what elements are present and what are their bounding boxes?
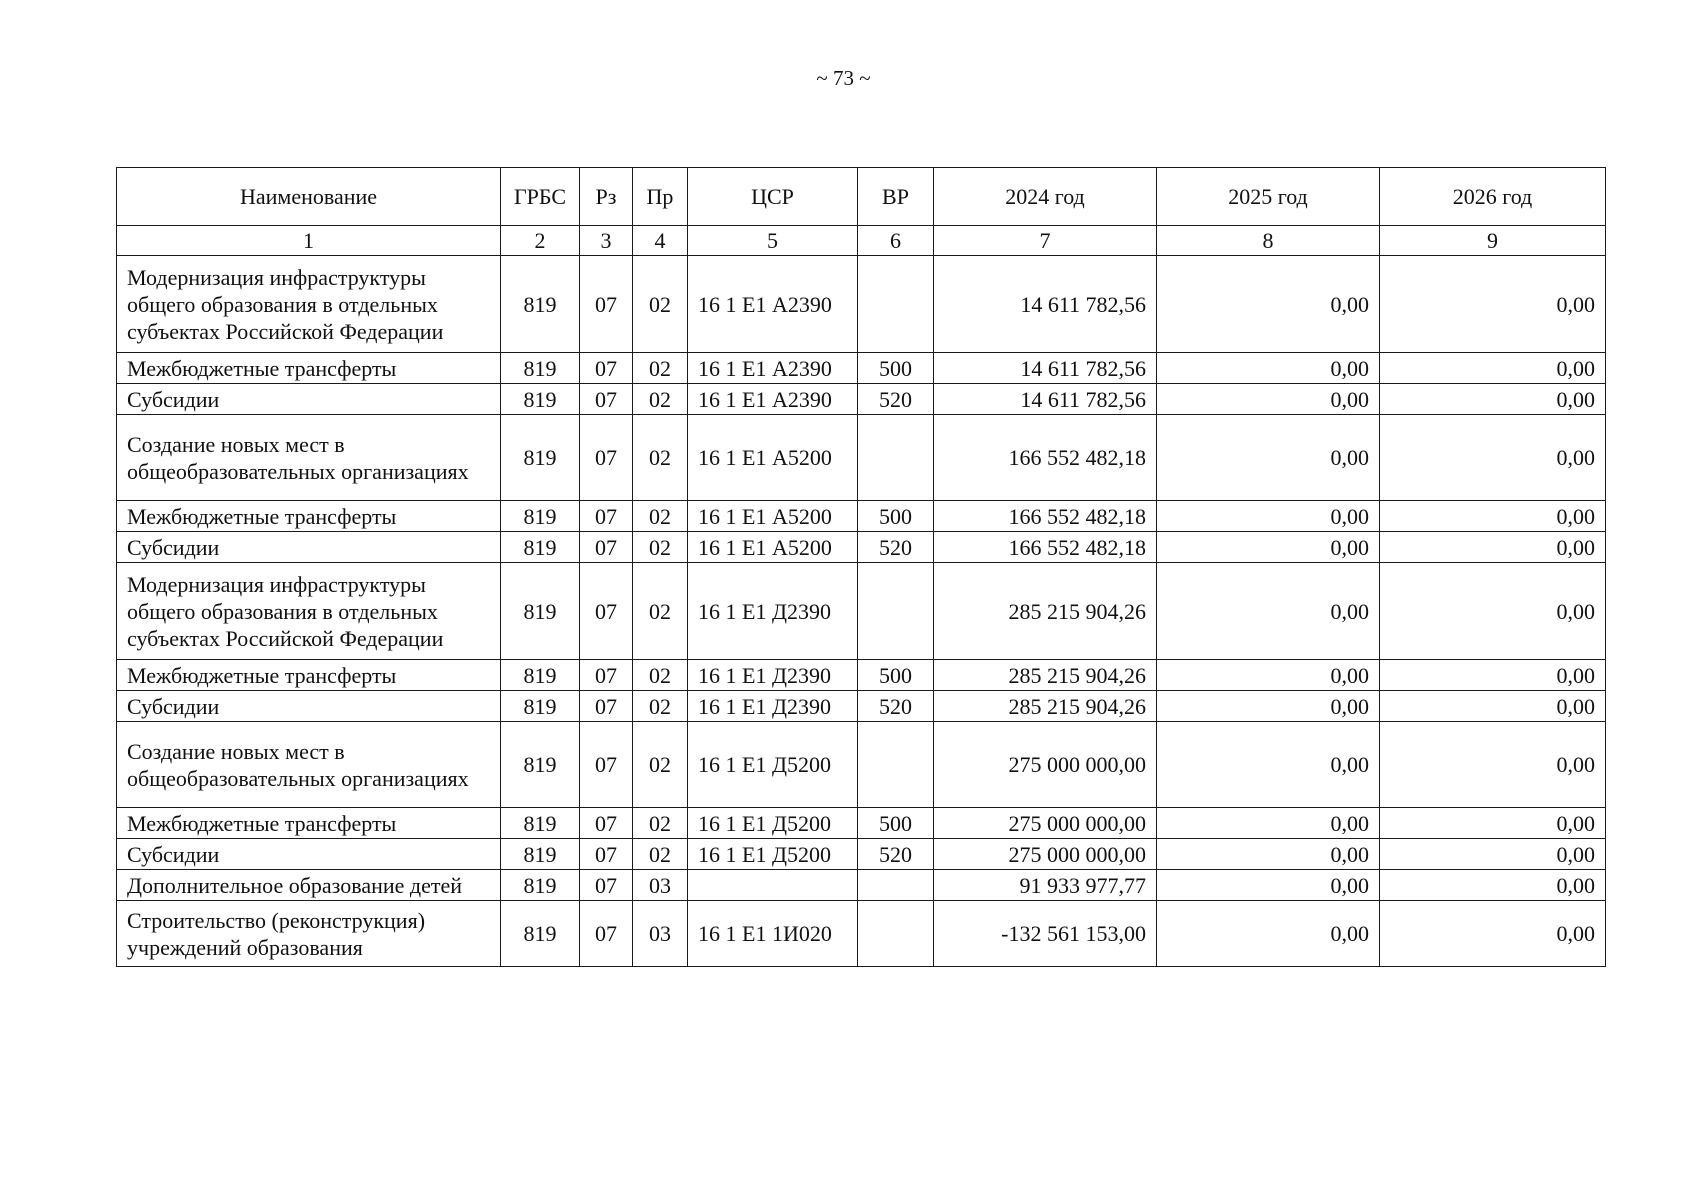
row-2026: 0,00 — [1380, 256, 1606, 353]
row-2024: 14 611 782,56 — [934, 353, 1157, 384]
column-number: 9 — [1380, 226, 1606, 256]
header-name: Наименование — [117, 168, 501, 226]
row-2024: 14 611 782,56 — [934, 384, 1157, 415]
row-csr: 16 1 Е1 Д5200 — [688, 839, 858, 870]
row-rz: 07 — [580, 501, 633, 532]
row-vr — [858, 722, 934, 808]
row-name: Межбюджетные трансферты — [117, 501, 501, 532]
row-rz: 07 — [580, 660, 633, 691]
row-2025: 0,00 — [1157, 808, 1380, 839]
row-vr: 500 — [858, 660, 934, 691]
column-number: 7 — [934, 226, 1157, 256]
row-csr: 16 1 Е1 Д5200 — [688, 808, 858, 839]
row-2026: 0,00 — [1380, 901, 1606, 967]
header-2025: 2025 год — [1157, 168, 1380, 226]
row-2025: 0,00 — [1157, 901, 1380, 967]
row-2026: 0,00 — [1380, 501, 1606, 532]
row-rz: 07 — [580, 415, 633, 501]
row-2025: 0,00 — [1157, 870, 1380, 901]
row-pr: 02 — [633, 256, 688, 353]
row-2025: 0,00 — [1157, 256, 1380, 353]
row-pr: 02 — [633, 839, 688, 870]
row-pr: 02 — [633, 808, 688, 839]
row-vr — [858, 901, 934, 967]
row-2024: 275 000 000,00 — [934, 722, 1157, 808]
row-rz: 07 — [580, 901, 633, 967]
row-name: Строительство (реконструкция) учреждений образования — [117, 901, 501, 967]
row-rz: 07 — [580, 839, 633, 870]
table-row — [117, 660, 1606, 691]
row-name: Субсидии — [117, 839, 501, 870]
row-name: Модернизация инфраструктуры общего образования в отдельных субъектах Российской Федерации — [117, 563, 501, 660]
table-row — [117, 256, 1606, 353]
row-grbs: 819 — [501, 808, 580, 839]
row-csr: 16 1 Е1 А5200 — [688, 415, 858, 501]
row-pr: 02 — [633, 563, 688, 660]
column-number: 4 — [633, 226, 688, 256]
row-csr: 16 1 Е1 А2390 — [688, 353, 858, 384]
row-vr — [858, 563, 934, 660]
header-csr: ЦСР — [688, 168, 858, 226]
row-2025: 0,00 — [1157, 415, 1380, 501]
row-rz: 07 — [580, 256, 633, 353]
row-2024: 166 552 482,18 — [934, 532, 1157, 563]
row-2026: 0,00 — [1380, 415, 1606, 501]
row-2024: -132 561 153,00 — [934, 901, 1157, 967]
table-row — [117, 415, 1606, 501]
row-csr: 16 1 Е1 А5200 — [688, 501, 858, 532]
row-grbs: 819 — [501, 839, 580, 870]
row-2025: 0,00 — [1157, 722, 1380, 808]
column-number: 6 — [858, 226, 934, 256]
row-grbs: 819 — [501, 660, 580, 691]
table-row — [117, 808, 1606, 839]
table-row — [117, 563, 1606, 660]
row-rz: 07 — [580, 870, 633, 901]
row-csr: 16 1 Е1 Д2390 — [688, 691, 858, 722]
row-grbs: 819 — [501, 501, 580, 532]
row-2025: 0,00 — [1157, 501, 1380, 532]
row-2024: 285 215 904,26 — [934, 660, 1157, 691]
row-csr: 16 1 Е1 Д2390 — [688, 563, 858, 660]
row-grbs: 819 — [501, 563, 580, 660]
row-vr: 520 — [858, 384, 934, 415]
row-name: Субсидии — [117, 691, 501, 722]
row-2026: 0,00 — [1380, 839, 1606, 870]
row-name: Создание новых мест в общеобразовательных организациях — [117, 722, 501, 808]
row-name: Субсидии — [117, 384, 501, 415]
row-rz: 07 — [580, 532, 633, 563]
row-2026: 0,00 — [1380, 660, 1606, 691]
row-vr — [858, 415, 934, 501]
row-2025: 0,00 — [1157, 839, 1380, 870]
table-row — [117, 353, 1606, 384]
table-row — [117, 691, 1606, 722]
budget-table — [116, 167, 1606, 967]
row-name: Модернизация инфраструктуры общего образования в отдельных субъектах Российской Федерации — [117, 256, 501, 353]
row-grbs: 819 — [501, 384, 580, 415]
row-vr: 500 — [858, 808, 934, 839]
row-2024: 14 611 782,56 — [934, 256, 1157, 353]
row-vr: 500 — [858, 353, 934, 384]
row-2025: 0,00 — [1157, 384, 1380, 415]
row-2026: 0,00 — [1380, 808, 1606, 839]
row-2025: 0,00 — [1157, 532, 1380, 563]
column-number: 1 — [117, 226, 501, 256]
row-pr: 02 — [633, 660, 688, 691]
row-2026: 0,00 — [1380, 722, 1606, 808]
row-2025: 0,00 — [1157, 353, 1380, 384]
column-number: 2 — [501, 226, 580, 256]
row-csr: 16 1 Е1 1И020 — [688, 901, 858, 967]
row-pr: 02 — [633, 532, 688, 563]
header-rz: Рз — [580, 168, 633, 226]
table-row — [117, 839, 1606, 870]
row-vr: 500 — [858, 501, 934, 532]
row-2026: 0,00 — [1380, 384, 1606, 415]
row-2026: 0,00 — [1380, 532, 1606, 563]
row-vr — [858, 870, 934, 901]
row-rz: 07 — [580, 384, 633, 415]
row-name: Межбюджетные трансферты — [117, 808, 501, 839]
row-csr: 16 1 Е1 А2390 — [688, 384, 858, 415]
row-2026: 0,00 — [1380, 353, 1606, 384]
row-2025: 0,00 — [1157, 691, 1380, 722]
row-grbs: 819 — [501, 870, 580, 901]
row-2024: 285 215 904,26 — [934, 563, 1157, 660]
row-2024: 275 000 000,00 — [934, 808, 1157, 839]
page-number: ~ 73 ~ — [816, 66, 871, 90]
row-vr: 520 — [858, 532, 934, 563]
row-rz: 07 — [580, 353, 633, 384]
header-grbs: ГРБС — [501, 168, 580, 226]
table-row — [117, 532, 1606, 563]
header-2024: 2024 год — [934, 168, 1157, 226]
table-row — [117, 722, 1606, 808]
column-number: 5 — [688, 226, 858, 256]
row-pr: 02 — [633, 722, 688, 808]
row-vr — [858, 256, 934, 353]
row-csr: 16 1 Е1 Д5200 — [688, 722, 858, 808]
row-2025: 0,00 — [1157, 660, 1380, 691]
row-pr: 02 — [633, 353, 688, 384]
row-pr: 03 — [633, 870, 688, 901]
row-name: Межбюджетные трансферты — [117, 660, 501, 691]
header-pr: Пр — [633, 168, 688, 226]
table-row — [117, 384, 1606, 415]
column-number: 3 — [580, 226, 633, 256]
column-number-row — [117, 226, 1606, 256]
row-name: Межбюджетные трансферты — [117, 353, 501, 384]
row-grbs: 819 — [501, 722, 580, 808]
row-2026: 0,00 — [1380, 563, 1606, 660]
row-pr: 02 — [633, 415, 688, 501]
row-grbs: 819 — [501, 353, 580, 384]
row-rz: 07 — [580, 691, 633, 722]
row-rz: 07 — [580, 808, 633, 839]
row-grbs: 819 — [501, 415, 580, 501]
row-grbs: 819 — [501, 256, 580, 353]
row-pr: 02 — [633, 501, 688, 532]
row-2024: 285 215 904,26 — [934, 691, 1157, 722]
row-name: Дополнительное образование детей — [117, 870, 501, 901]
row-grbs: 819 — [501, 691, 580, 722]
row-pr: 02 — [633, 691, 688, 722]
column-number: 8 — [1157, 226, 1380, 256]
row-name: Создание новых мест в общеобразовательных организациях — [117, 415, 501, 501]
row-2025: 0,00 — [1157, 563, 1380, 660]
row-name: Субсидии — [117, 532, 501, 563]
row-vr: 520 — [858, 691, 934, 722]
table-row — [117, 901, 1606, 967]
row-pr: 03 — [633, 901, 688, 967]
row-2024: 166 552 482,18 — [934, 415, 1157, 501]
row-grbs: 819 — [501, 532, 580, 563]
row-grbs: 819 — [501, 901, 580, 967]
row-2026: 0,00 — [1380, 691, 1606, 722]
row-csr: 16 1 Е1 Д2390 — [688, 660, 858, 691]
row-2024: 166 552 482,18 — [934, 501, 1157, 532]
row-rz: 07 — [580, 563, 633, 660]
row-vr: 520 — [858, 839, 934, 870]
table-row — [117, 501, 1606, 532]
row-csr: 16 1 Е1 А5200 — [688, 532, 858, 563]
header-2026: 2026 год — [1380, 168, 1606, 226]
row-pr: 02 — [633, 384, 688, 415]
table-row — [117, 870, 1606, 901]
row-2024: 275 000 000,00 — [934, 839, 1157, 870]
row-2024: 91 933 977,77 — [934, 870, 1157, 901]
row-csr: 16 1 Е1 А2390 — [688, 256, 858, 353]
row-csr — [688, 870, 858, 901]
header-row — [117, 168, 1606, 226]
row-rz: 07 — [580, 722, 633, 808]
header-vr: ВР — [858, 168, 934, 226]
row-2026: 0,00 — [1380, 870, 1606, 901]
